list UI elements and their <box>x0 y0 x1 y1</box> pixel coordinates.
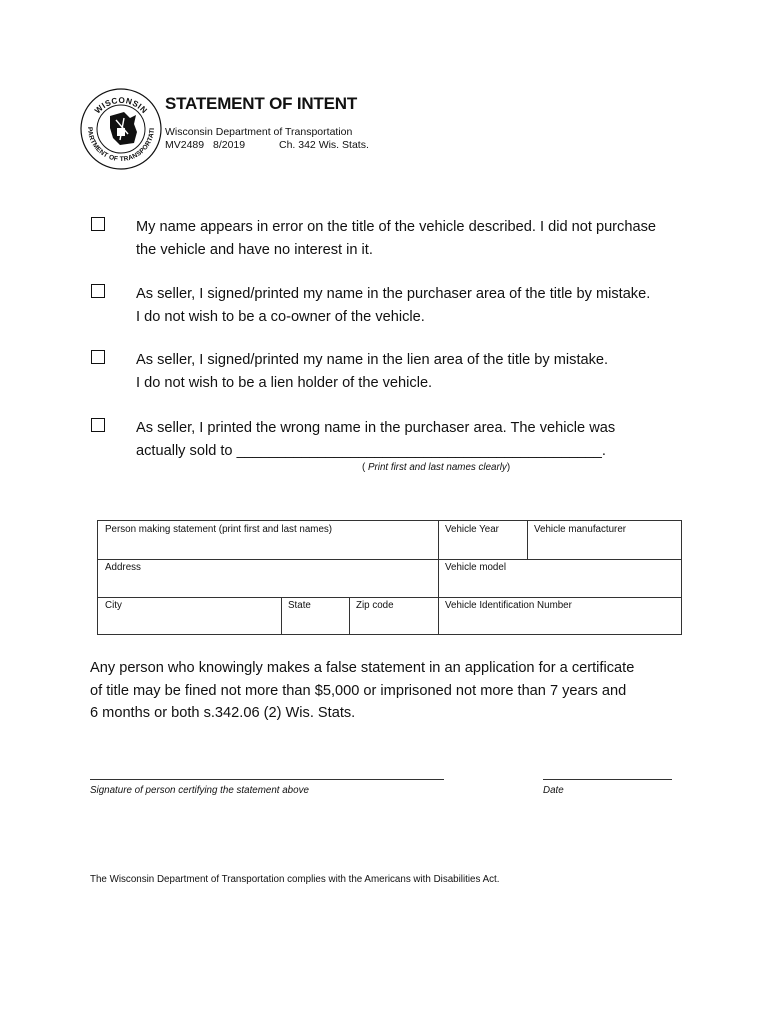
zip-code-label: Zip code <box>356 600 394 611</box>
option-checkbox[interactable] <box>91 418 105 432</box>
wisconsin-dot-seal-logo <box>80 88 162 170</box>
department-name: Wisconsin Department of Transportation <box>165 126 353 138</box>
option-checkbox[interactable] <box>91 284 105 298</box>
form-identifier-line <box>165 139 369 151</box>
vehicle-year-label: Vehicle Year <box>445 524 499 535</box>
state-label: State <box>288 600 311 611</box>
sold-to-field[interactable]: actually sold to _____________________________________________. <box>136 442 606 459</box>
address-input[interactable] <box>105 577 430 593</box>
false-statement-warning: Any person who knowingly makes a false statement in an application for a certificate of title may be fined not more than $5,000 or imprisoned not more than 7 years and 6 months or both s.342.06 (2) Wis. Stats. <box>90 660 635 721</box>
sold-to-hint: ( Print first and last names clearly) <box>362 462 511 473</box>
option-text-line: I do not wish to be a co-owner of the vehicle. <box>136 308 425 325</box>
option-text-line: As seller, I signed/printed my name in the lien area of the title by mistake. <box>136 352 609 368</box>
option-text-line: As seller, I signed/printed my name in the purchaser area of the title by mistake. <box>136 286 651 302</box>
vehicle-year-input[interactable] <box>445 539 523 555</box>
svg-text:DEPARTMENT OF TRANSPORTATION: PARTMENT OF TRANSPORTATI <box>85 126 157 164</box>
form-date: 8/2019 <box>213 139 246 151</box>
statute-reference: Ch. 342 Wis. Stats. <box>279 139 369 151</box>
option-checkbox[interactable] <box>91 350 105 364</box>
vehicle-manufacturer-label: Vehicle manufacturer <box>534 524 627 535</box>
date-label: Date <box>543 785 564 796</box>
option-text-line: the vehicle and have no interest in it. <box>136 241 373 258</box>
address-label: Address <box>105 562 141 573</box>
option-text-line: As seller, I printed the wrong name in the purchaser area. The vehicle was <box>136 420 616 436</box>
person-name-input[interactable] <box>105 539 430 555</box>
person-label: Person making statement (print first and last names) <box>105 524 333 535</box>
signature-line[interactable] <box>90 779 444 780</box>
form-number: MV2489 <box>165 139 205 151</box>
vehicle-model-label: Vehicle model <box>445 562 506 573</box>
city-input[interactable] <box>105 615 275 631</box>
page-title: STATEMENT OF INTENT <box>165 94 357 113</box>
vehicle-manufacturer-input[interactable] <box>534 539 677 555</box>
option-text-line: I do not wish to be a lien holder of the vehicle. <box>136 374 433 391</box>
state-input[interactable] <box>288 615 344 631</box>
zip-code-input[interactable] <box>356 615 434 631</box>
vehicle-info-table <box>97 520 682 635</box>
option-text-line: My name appears in error on the title of the vehicle described. I did not purchase <box>136 219 656 235</box>
city-label: City <box>105 600 122 611</box>
signature-label: Signature of person certifying the statement above <box>90 785 309 796</box>
svg-text:WISCONSIN: WISCONSIN <box>93 95 150 116</box>
option-checkbox[interactable] <box>91 217 105 231</box>
vin-input[interactable] <box>445 615 677 631</box>
vehicle-model-input[interactable] <box>445 577 677 593</box>
vin-label: Vehicle Identification Number <box>445 600 572 611</box>
date-line[interactable] <box>543 779 672 780</box>
ada-compliance-footer: The Wisconsin Department of Transportation complies with the Americans with Disabilities Act. <box>90 874 500 885</box>
